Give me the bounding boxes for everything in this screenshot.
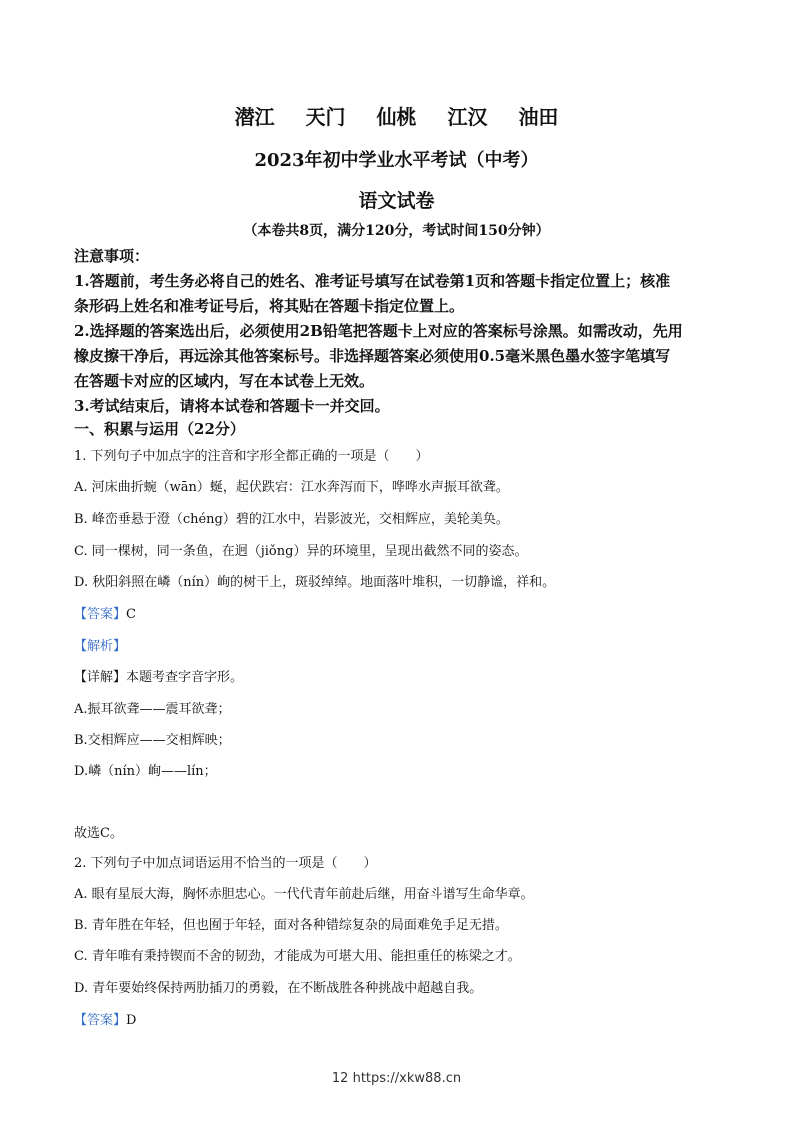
region-name: 江汉 xyxy=(447,105,488,129)
answer-label: 【答案】 xyxy=(74,1013,127,1028)
exam-info: （本卷共8页，满分120分，考试时间150分钟） xyxy=(243,223,550,239)
page-footer: 12 https://xkw88.cn xyxy=(331,1071,462,1086)
question-stem: 2. 下列句子中加点词语运用不恰当的一项是（ ） xyxy=(74,856,377,871)
notice-line: 在答题卡对应的区域内，写在本试卷上无效。 xyxy=(74,372,375,390)
option-c: C. 青年唯有秉持锲而不舍的韧劲，才能成为可堪大用、能担重任的栋梁之才。 xyxy=(74,949,521,964)
notice-line: 条形码上姓名和准考证号后，将其贴在答题卡指定位置上。 xyxy=(74,297,465,315)
answer-value: C xyxy=(126,607,136,622)
notice-heading: 注意事项： xyxy=(74,247,150,265)
answer-line xyxy=(74,603,733,622)
notice-line: 2.选择题的答案选出后，必须使用2B铅笔把答题卡上对应的答案标号涂黑。如需改动，先用 xyxy=(74,322,683,340)
answer-label: 【答案】 xyxy=(74,607,127,622)
option-b: B. 峰峦垂悬于澄（chéng）碧的江水中，岩影波光，交相辉应，美轮美奂。 xyxy=(74,512,509,527)
region-name: 油田 xyxy=(518,105,559,129)
explanation-line: D.嶙（nín）峋——lín； xyxy=(74,764,217,779)
option-d: D. 青年要始终保持两肋插刀的勇毅，在不断战胜各种挑战中超越自我。 xyxy=(74,981,483,996)
notice-line: 1.答题前，考生务必将自己的姓名、准考证号填写在试卷第1页和答题卡指定位置上；核准 xyxy=(74,272,671,290)
exam-regions xyxy=(0,101,793,130)
question-stem: 1. 下列句子中加点字的注音和字形全都正确的一项是（ ） xyxy=(74,449,429,464)
option-c: C. 同一棵树，同一条鱼，在迥（jiǒng）异的环境里，呈现出截然不同的姿态。 xyxy=(74,544,528,559)
answer-line xyxy=(74,1009,733,1028)
option-a: A. 眼有星辰大海，胸怀赤胆忠心。一代代青年前赴后继，用奋斗谱写生命华章。 xyxy=(74,887,534,902)
option-d: D. 秋阳斜照在嶙（nín）峋的树干上，斑驳绰绰。地面落叶堆积，一切静谧，祥和。 xyxy=(74,575,556,590)
option-b: B. 青年胜在年轻，但也囿于年轻，面对各种错综复杂的局面难免手足无措。 xyxy=(74,918,508,933)
region-name: 仙桃 xyxy=(376,105,417,129)
subject-title: 语文试卷 xyxy=(358,190,435,212)
notice-line: 橡皮擦干净后，再远涂其他答案标号。非选择题答案必须使用0.5毫米黑色墨水签字笔填写 xyxy=(74,347,671,365)
region-name: 潜江 xyxy=(234,105,275,129)
section-heading: 一、积累与运用（22分） xyxy=(74,420,245,438)
conclusion-line: 故选C。 xyxy=(74,826,123,841)
notice-line: 3.考试结束后，请将本试卷和答题卡一并交回。 xyxy=(74,397,390,415)
explanation-line: A.振耳欲聋——震耳欲聋； xyxy=(74,702,231,717)
explanation-line: B.交相辉应——交相辉映； xyxy=(74,733,231,748)
option-a: A. 河床曲折蜿（wān）蜒，起伏跌宕：江水奔泻而下，哗哗水声振耳欲聋。 xyxy=(74,480,509,495)
region-name: 天门 xyxy=(305,105,346,129)
detail-line: 【详解】本题考查字音字形。 xyxy=(74,670,244,685)
analysis-label: 【解析】 xyxy=(74,639,127,654)
answer-value: D xyxy=(126,1013,137,1028)
exam-title: 2023年初中学业水平考试（中考） xyxy=(254,150,539,171)
